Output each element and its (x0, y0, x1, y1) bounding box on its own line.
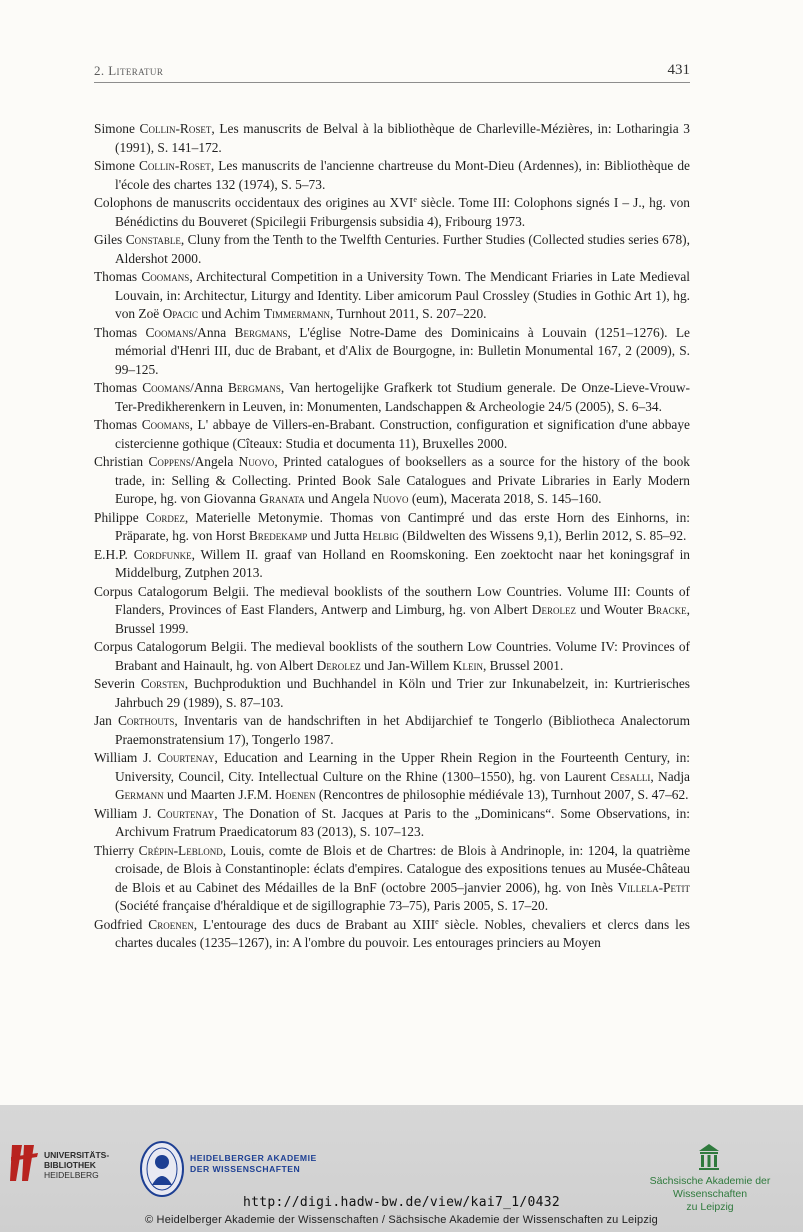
bibliography-entry (94, 805, 690, 842)
ub-line-1: UNIVERSITÄTS- (44, 1150, 110, 1160)
entry-text: und Achim (197, 306, 264, 321)
entry-text: , Les manuscrits de l'ancienne chartreuse du Mont-Dieu (Ardennes), in: Bibliothèque de l'école des chartes 132 (1974), S. 5–73. (115, 158, 690, 192)
entry-text: und Wouter (575, 602, 648, 617)
ub-heidelberg-mark-icon (8, 1143, 40, 1183)
bibliography-entry (94, 509, 690, 546)
author-name: Corsten (140, 676, 185, 691)
entry-text: Christian (94, 454, 149, 469)
bibliography-entry (94, 749, 690, 805)
author-name: Derolez (316, 657, 361, 673)
entry-text: , L'entourage des ducs de Brabant au XIII (193, 916, 436, 932)
author-name: Timmermann (263, 306, 330, 321)
author-name: Bergmans (227, 380, 281, 395)
entry-text: /Anna (193, 324, 235, 340)
bibliography-entry (94, 268, 690, 324)
entry-text: , Architectural Competition in a University Town. The Mendicant Friaries in Late Medieval Louvain, in: Architectur, Liturgy and Identity. Liber amicorum Paul Crossley (Studies in Gothic Art 1), hg. von Zoë (115, 269, 690, 321)
author-name: Coomans (141, 417, 190, 432)
author-name: Nuovo (238, 454, 275, 469)
hadw-line-2: DER WISSENSCHAFTEN (190, 1164, 301, 1174)
bibliography-entry (94, 324, 690, 380)
entry-text: Thomas (94, 417, 142, 432)
section-title: 2. Literatur (94, 63, 164, 78)
saw-line-1: Sächsische Akademie der Wissenschaften (649, 1175, 771, 1200)
entry-text: , Willem II. graaf van Holland en Roomskoning. Een zoektocht naar het koningsgraf in Middelburg, Zutphen 2013. (115, 546, 691, 580)
entry-text: , Brussel 2001. (482, 657, 564, 673)
bibliography-entry (94, 712, 690, 749)
author-name: Germann (115, 787, 164, 802)
entry-text: Corpus Catalogorum Belgii. The medieval booklists of the southern Low Countries. Volume IV: Provinces of Brabant and Hainault, hg. von Albert (94, 639, 690, 673)
entry-text: E.H.P. (94, 546, 134, 562)
bibliography-entry (94, 842, 690, 916)
bibliography-entry (94, 120, 690, 157)
entry-text: (Bildwelten des Wissens 9,1), Berlin 2012, S. 85–92. (398, 528, 687, 543)
entry-text: Simone (94, 121, 140, 136)
entry-text: und Maarten J.F.M. (163, 787, 276, 802)
entry-text: , L' abbaye de Villers-en-Brabant. Construction, configuration et signification d'une abbaye cistercienne gothique (Cîteaux: Studia et documenta 11), Bruxelles 2000. (115, 417, 690, 451)
bibliography-list (94, 120, 690, 953)
saw-line-2: zu Leipzig (686, 1201, 734, 1213)
entry-text: Giles (94, 232, 126, 247)
bibliography-entry (94, 379, 690, 416)
entry-text: und Angela (304, 491, 373, 506)
bibliography-entry (94, 416, 690, 453)
bibliography-entry (94, 157, 690, 194)
author-name: Cesalli (610, 768, 651, 784)
page-number: 431 (667, 62, 690, 78)
entry-text: , Materielle Metonymie. Thomas von Cantimpré und das erste Horn des Einhorns, in: Präparate, hg. von Horst (115, 509, 690, 543)
hadw-line-1: HEIDELBERGER AKADEMIE (190, 1153, 317, 1163)
entry-text: (eum), Macerata 2018, S. 145–160. (408, 491, 602, 506)
bibliography-entry (94, 916, 690, 953)
author-name: Helbig (362, 528, 399, 543)
author-name: Villela-Petit (617, 879, 690, 895)
ub-heidelberg-wordmark (44, 1150, 109, 1180)
entry-text: , Turnhout 2011, S. 207–220. (330, 306, 487, 321)
author-name: Coppens (148, 454, 191, 469)
entry-text: , Buchproduktion und Buchhandel in Köln und Trier zur Inkunabelzeit, in: Kurtrierisches Jahrbuch 29 (1989), S. 87–103. (115, 676, 690, 710)
bibliography-entry (94, 546, 690, 583)
entry-text: , L'église Notre-Dame des Dominicains à Louvain (1251–1276). Le mémorial d'Henri III, duc de Brabant, et d'Alix de Bourgogne, in: Bulletin Monumental 167, 2 (2009), S. 99–125. (115, 324, 690, 377)
entry-text: Corpus Catalogorum Belgii. The medieval booklists of the southern Low Countries. Volume III: Counts of Flanders, Provinces of East Flanders, Antwerp and Limburg, hg. von Albert (94, 583, 690, 617)
author-name: Bergmans (234, 324, 288, 340)
entry-text: Thomas (94, 324, 146, 340)
hadw-logo[interactable] (140, 1141, 340, 1197)
entry-text: Jan (94, 713, 118, 728)
entry-text: Godfried (94, 916, 149, 932)
entry-text: Severin (94, 676, 141, 691)
entry-text: Thomas (94, 269, 142, 284)
digitization-footer (0, 1105, 803, 1232)
author-name: Cordez (145, 509, 185, 525)
entry-text: /Anna (190, 380, 228, 395)
ub-heidelberg-logo[interactable] (8, 1143, 118, 1193)
entry-text: William J. (94, 805, 158, 821)
entry-text: /Angela (190, 454, 239, 469)
permalink-url[interactable]: http://digi.hadw-bw.de/view/kai7_1/0432 (243, 1195, 560, 1210)
author-name: Croenen (148, 916, 194, 932)
entry-text: (Rencontres de philosophie médiévale 13), Turnhout 2007, S. 47–62. (315, 787, 689, 802)
running-head (94, 60, 690, 83)
bibliography-entry (94, 638, 690, 675)
entry-text: , Louis, comte de Blois et de Chartres: de Blois à Andrinople, in: 1204, la quatrième croisade, de Blois à Constantinople: éclats d'empires. Catalogue des expositions tenues au Musée-Château de Blois et au Cabinet des Médailles de la BnF (octobre 2005–janvier 2006), hg. von Inès (115, 842, 691, 895)
entry-text: Colophons de manuscrits occidentaux des origines au XVI (94, 195, 414, 210)
saw-building-icon (697, 1143, 721, 1171)
author-name: Opacic (162, 306, 198, 321)
entry-text: , Cluny from the Tenth to the Twelfth Centuries. Further Studies (Collected studies series 678), Aldershot 2000. (115, 232, 690, 266)
bibliography-entry (94, 194, 690, 231)
entry-text: , Les manuscrits de Belval à la bibliothèque de Charleville-Mézières, in: Lotharingia 3 (1991), S. 141–172. (115, 121, 690, 155)
entry-text: , Van hertogelijke Grafkerk tot Studium generale. De Onze-Lieve-Vrouw-Ter-Predikherenkern in Leuven, in: Monumenten, Landschappen & Archeologie 24/5 (2005), S. 6–34. (115, 380, 690, 414)
bibliography-entry (94, 583, 690, 639)
entry-text: Thomas (94, 380, 143, 395)
entry-text: und Jutta (307, 528, 363, 543)
entry-text: siècle. Nobles, chevaliers et clercs dans les chartes ducales (1235–1267), in: A l'ombre du pouvoir. Les entourages princiers au Moyen (115, 916, 690, 950)
author-name: Bredekamp (248, 528, 308, 543)
hadw-wordmark (190, 1153, 317, 1175)
author-name: Courtenay (157, 805, 215, 821)
author-name: Klein (452, 657, 483, 673)
author-name: Hoenen (275, 787, 316, 802)
author-name: Coomans (142, 380, 191, 395)
entry-text: , Education and Learning in the Upper Rhein Region in the Fourteenth Century, in: University, Council, City. Intellectual Culture on the Rhine (1300–1550), hg. von Laurent (115, 750, 690, 784)
entry-text: Philippe (94, 509, 146, 525)
author-name: Crépin-Leblond (138, 842, 223, 858)
ub-line-2: BIBLIOTHEK (44, 1160, 96, 1170)
entry-text: , Brussel 1999. (115, 602, 690, 636)
academy-seal-icon (140, 1141, 184, 1197)
bibliography-entry (94, 675, 690, 712)
bibliography-entry (94, 231, 690, 268)
author-name: Collin-Roset (138, 158, 211, 173)
entry-text: Thierry (94, 842, 139, 858)
author-name: Courtenay (157, 750, 215, 765)
author-name: Derolez (531, 602, 576, 617)
author-name: Granata (259, 491, 305, 506)
entry-text: , Printed catalogues of booksellers as a source for the history of the book trade, in: Selling & Collecting. Printed Book Sale Catalogues and Private Libraries in Early Modern Europe, hg. von Giovanna (115, 454, 690, 506)
entry-text: Simone (94, 158, 139, 173)
entry-text: , Nadja (650, 768, 690, 784)
author-name: Constable (125, 232, 181, 247)
author-name: Corthouts (117, 713, 175, 728)
author-name: Coomans (145, 324, 194, 340)
superscript: e (435, 916, 439, 926)
copyright-notice: © Heidelberger Akademie der Wissenschaften / Sächsische Akademie der Wissenschaften zu Leipzig (145, 1214, 658, 1226)
author-name: Cordfunke (133, 546, 192, 562)
ub-line-3: HEIDELBERG (44, 1170, 99, 1180)
author-name: Collin-Roset (139, 121, 212, 136)
bibliography-entry (94, 453, 690, 509)
author-name: Nuovo (372, 491, 409, 506)
entry-text: , The Donation of St. Jacques at Paris to the „Dominicans“. Some Observations, in: Archivum Fratrum Praedicatorum 83 (2013), S. 107–123. (115, 805, 690, 839)
author-name: Bracke (647, 602, 687, 617)
author-name: Coomans (141, 269, 190, 284)
entry-text: , Inventaris van de handschriften in het Abdijarchief te Tongerlo (Bibliotheca Analectorum Praemonstratensium 17), Tongerlo 1987. (115, 713, 690, 747)
entry-text: William J. (94, 750, 158, 765)
superscript: e (413, 195, 417, 204)
entry-text: und Jan-Willem (360, 657, 453, 673)
entry-text: (Société française d'héraldique et de sigillographie 73–75), Paris 2005, S. 17–20. (115, 898, 549, 913)
entry-text: siècle. Tome III: Colophons signés I – J., hg. von Bénédictins du Bouveret (Spicilegii Friburgensis subsidia 4), Fribourg 1973. (115, 195, 690, 229)
